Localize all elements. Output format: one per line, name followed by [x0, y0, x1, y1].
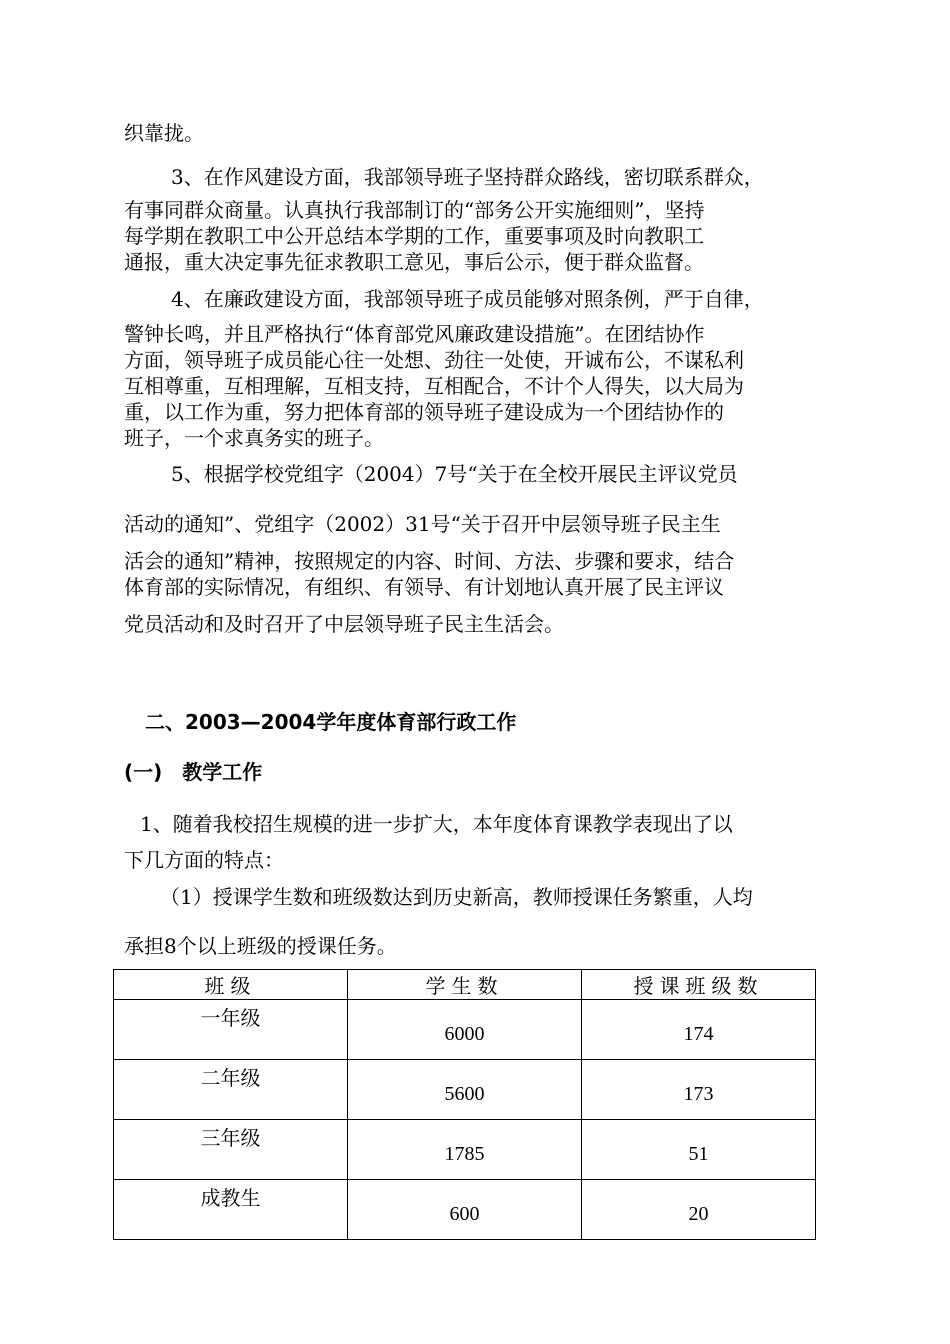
classes-cell: 173 [582, 1060, 816, 1120]
header-students: 学生数 [348, 970, 582, 1000]
paragraph-line: 警钟长鸣，并且严格执行“体育部党风廉政建设措施”。在团结协作 [124, 322, 705, 346]
paragraph-line: 有事同群众商量。认真执行我部制订的“部务公开实施细则”，坚持 [124, 198, 705, 222]
paragraph-line: 织靠拢。 [124, 121, 204, 145]
paragraph-line: 每学期在教职工中公开总结本学期的工作，重要事项及时向教职工 [124, 224, 704, 248]
header-classes: 授课班级数 [582, 970, 816, 1000]
teaching-line: 下几方面的特点： [124, 848, 284, 872]
paragraph-line: 5、根据学校党组字（2004）7号“关于在全校开展民主评议党员 [171, 462, 738, 486]
table-header-row [114, 970, 816, 1000]
students-cell: 1785 [348, 1120, 582, 1180]
students-cell: 600 [348, 1180, 582, 1240]
grade-cell [114, 1000, 348, 1060]
classes-cell: 20 [582, 1180, 816, 1240]
grade-label: 三年级 [200, 1126, 261, 1150]
grade-label: 一年级 [200, 1006, 261, 1030]
grade-cell [114, 1120, 348, 1180]
paragraph-line: 班子，一个求真务实的班子。 [124, 426, 384, 450]
students-cell: 6000 [348, 1000, 582, 1060]
table-row [114, 1000, 816, 1060]
paragraph-line: 互相尊重，互相理解，互相支持，互相配合，不计个人得失，以大局为 [124, 374, 744, 398]
teaching-line: 1、随着我校招生规模的进一步扩大，本年度体育课教学表现出了以 [140, 812, 733, 836]
table-row [114, 1120, 816, 1180]
table-row [114, 1060, 816, 1120]
paragraph-line: 活动的通知”、党组字（2002）31号“关于召开中层领导班子民主生 [124, 512, 721, 536]
header-grade: 班级 [114, 970, 348, 1000]
paragraph-line: 3、在作风建设方面，我部领导班子坚持群众路线，密切联系群众， [171, 165, 764, 189]
grade-cell [114, 1060, 348, 1120]
paragraph-line: 通报，重大决定事先征求教职工意见，事后公示，便于群众监督。 [124, 250, 704, 274]
section-heading: 二、2003—2004学年度体育部行政工作 [145, 710, 517, 734]
paragraph-line: 体育部的实际情况，有组织、有领导、有计划地认真开展了民主评议 [124, 575, 724, 599]
grade-label: 成教生 [200, 1186, 261, 1210]
students-cell: 5600 [348, 1060, 582, 1120]
teaching-line: 承担8个以上班级的授课任务。 [124, 934, 397, 958]
paragraph-line: 方面，领导班子成员能心往一处想、劲往一处使，开诚布公，不谋私利 [124, 348, 744, 372]
paragraph-line: 4、在廉政建设方面，我部领导班子成员能够对照条例，严于自律， [171, 287, 764, 311]
table-row [114, 1180, 816, 1240]
paragraph-line: 党员活动和及时召开了中层领导班子民主生活会。 [124, 612, 564, 636]
enrollment-table [113, 969, 816, 1240]
grade-cell [114, 1180, 348, 1240]
paragraph-line: 重，以工作为重，努力把体育部的领导班子建设成为一个团结协作的 [124, 400, 724, 424]
classes-cell: 174 [582, 1000, 816, 1060]
teaching-line: （1）授课学生数和班级数达到历史新高，教师授课任务繁重，人均 [160, 885, 753, 909]
paragraph-line: 活会的通知”精神，按照规定的内容、时间、方法、步骤和要求，结合 [124, 549, 735, 573]
classes-cell: 51 [582, 1120, 816, 1180]
grade-label: 二年级 [200, 1066, 261, 1090]
subsection-heading: (一) 教学工作 [124, 760, 263, 784]
